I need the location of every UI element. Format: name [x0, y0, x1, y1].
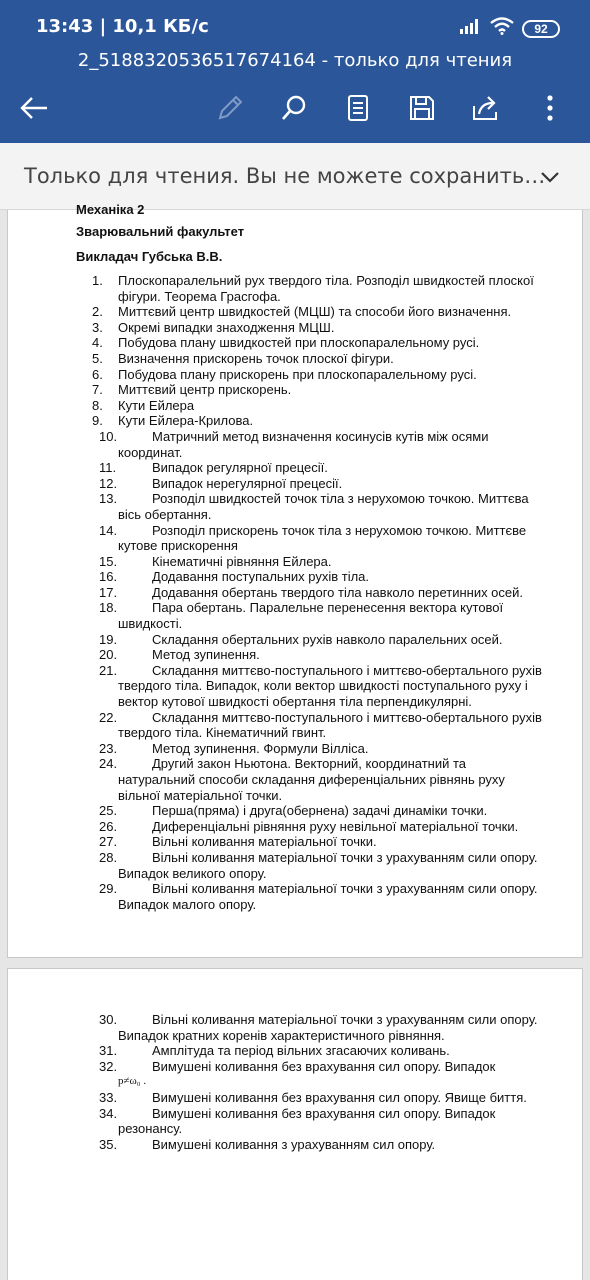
search-button[interactable]: [272, 88, 316, 128]
list-item-number: 12.: [99, 475, 118, 491]
list-item-text: Додавання обертань твердого тіла навколо перетинних осей.: [152, 584, 524, 600]
list-item: [92, 1043, 542, 1059]
question-list-page-1: [92, 273, 542, 912]
list-item-text: Випадок нерегулярної прецесії.: [152, 475, 343, 491]
list-item: [92, 632, 542, 648]
list-item-text: Плоскопаралельний рух твердого тіла. Розподіл швидкостей плоскої фігури. Теорема Грасгофа.: [118, 273, 534, 304]
list-item-text: Вільні коливання матеріальної точки з урахуванням сили опору. Випадок великого опору.: [118, 849, 538, 881]
list-item-number: 15.: [99, 553, 118, 569]
list-item-text: Вимушені коливання з урахуванням сил опору.: [152, 1136, 436, 1152]
list-item-text: Додавання поступальних рухів тіла.: [152, 569, 370, 585]
reading-view-icon: [346, 94, 370, 122]
list-item: [92, 476, 542, 492]
wifi-icon: [490, 17, 514, 40]
list-item-text: Миттєвий центр прискорень.: [118, 382, 292, 398]
list-item-text: Пара обертань. Паралельне перенесення вектора кутової швидкості.: [118, 600, 504, 632]
faculty-heading: Зварювальний факультет: [76, 224, 245, 239]
list-item-text: Миттєвий центр швидкостей (МЦШ) та способи його визначення.: [118, 304, 512, 320]
chevron-down-icon[interactable]: [536, 163, 564, 191]
list-item-number: 30.: [99, 1012, 118, 1027]
list-item: [92, 304, 542, 320]
list-item: [92, 320, 542, 336]
list-item-number: 11.: [99, 460, 117, 476]
list-item-text: Кінематичні рівняння Ейлера.: [152, 553, 332, 569]
list-item-number: 8.: [92, 397, 103, 413]
list-item-text: Перша(пряма) і друга(обернена) задачі динаміки точки.: [152, 803, 488, 819]
list-item-text: Другий закон Ньютона. Векторний, координатний та натуральний способи складання диференціальних рівнянь руху вільної матеріальної точки.: [118, 756, 505, 803]
list-item-number: 14.: [99, 522, 118, 538]
list-item: [92, 273, 542, 304]
list-item: [92, 554, 542, 570]
list-item-text: Диференціальні рівняння руху невільної матеріальної точки.: [152, 818, 519, 834]
list-item-number: 18.: [99, 600, 118, 616]
list-item: [92, 803, 542, 819]
list-item-text: Метод зупинення. Формули Вілліса.: [152, 740, 369, 756]
list-item-number: 26.: [99, 818, 118, 834]
list-item: [92, 429, 542, 460]
list-item-number: 29.: [99, 881, 118, 897]
list-item-text: Вимушені коливання без врахування сил опору. Явище биття.: [152, 1089, 527, 1105]
status-icons: [460, 17, 560, 40]
list-item: [92, 600, 542, 631]
signal-icon: [460, 18, 482, 39]
list-item-text: Випадок регулярної прецесії.: [152, 460, 328, 476]
formula-text: p≠ω₀ .: [118, 1075, 147, 1088]
list-item-text: Кути Ейлера: [118, 397, 195, 413]
list-item: [92, 756, 542, 803]
list-item: [92, 460, 542, 476]
teacher-heading: Викладач Губська В.В.: [76, 249, 223, 264]
list-item-number: 21.: [99, 662, 118, 678]
list-item-text: Окремі випадки знаходження МЦШ.: [118, 319, 335, 335]
question-list-page-2: [92, 1012, 542, 1152]
list-item: [92, 1090, 542, 1106]
list-item: [92, 523, 542, 554]
more-options-button[interactable]: [528, 88, 572, 128]
list-item: [92, 819, 542, 835]
list-item-text: Вільні коливання матеріальної точки з урахуванням сили опору. Випадок кратних коренів характеристичного рівняння.: [118, 1012, 538, 1043]
cut-off-heading: Механіка 2: [76, 202, 145, 217]
list-item-number: 2.: [92, 304, 103, 320]
pencil-icon: [216, 94, 244, 122]
status-time: 13:43 | 10,1 КБ/с: [36, 16, 209, 37]
list-item-text: Складання миттєво-поступального і миттєво-обертального рухів твердого тіла. Кінематичний гвинт.: [118, 709, 542, 741]
list-item-number: 19.: [99, 631, 118, 647]
more-options-icon: [546, 94, 554, 122]
list-item: [92, 398, 542, 414]
list-item: [92, 647, 542, 663]
list-item: [92, 881, 542, 912]
list-item-text: Складання миттєво-поступального і миттєво-обертального рухів твердого тіла. Випадок, коли вектор швидкості поступального руху і вектор кутової швидкості обертання тіла перпендикулярні.: [118, 662, 542, 710]
list-item-text: Розподіл швидкостей точок тіла з нерухомою точкою. Миттєва вісь обертання.: [118, 491, 529, 522]
list-item-text: Складання обертальних рухів навколо паралельних осей.: [152, 631, 503, 647]
list-item-number: 9.: [92, 413, 103, 429]
list-item: [92, 850, 542, 881]
list-item-text: Вимушені коливання без врахування сил опору. Випадок: [152, 1058, 496, 1074]
document-page-2: [7, 968, 583, 1280]
list-item-number: 27.: [99, 834, 118, 850]
status-bar: [0, 0, 590, 48]
list-item: [92, 834, 542, 850]
list-item: [92, 491, 542, 522]
list-item-text: Амплітуда та період вільних згасаючих коливань.: [152, 1043, 450, 1059]
list-item-number: 34.: [99, 1105, 118, 1121]
app-header: [0, 0, 590, 143]
list-item-text: Визначення прискорень точок плоскої фігури.: [118, 350, 394, 366]
list-item-number: 17.: [99, 584, 118, 600]
edit-button[interactable]: [208, 88, 252, 128]
back-button[interactable]: [12, 88, 56, 128]
list-item: [92, 351, 542, 367]
list-item-number: 28.: [99, 849, 118, 865]
list-item: [92, 382, 542, 398]
list-item-number: 16.: [99, 569, 118, 585]
list-item: [92, 335, 542, 351]
list-item-number: 22.: [99, 709, 118, 725]
list-item: [92, 367, 542, 383]
list-item: [92, 741, 542, 757]
read-only-message: Только для чтения. Вы не можете сохранить…: [24, 164, 546, 188]
save-icon: [408, 94, 436, 122]
document-page-1: [7, 202, 583, 958]
share-button[interactable]: [464, 88, 508, 128]
list-item: [92, 1137, 542, 1153]
battery-indicator: 92: [522, 20, 560, 38]
list-item-number: 31.: [99, 1043, 118, 1059]
list-item-number: 6.: [92, 366, 103, 382]
list-item-number: 4.: [92, 335, 103, 351]
list-item-number: 7.: [92, 382, 103, 398]
list-item-number: 10.: [99, 428, 118, 444]
list-item: [92, 1059, 542, 1090]
list-item-number: 5.: [92, 350, 103, 366]
list-item-number: 24.: [99, 756, 118, 772]
list-item-text: Вимушені коливання без врахування сил опору. Випадок резонансу.: [118, 1105, 496, 1137]
list-item: [92, 413, 542, 429]
list-item: [92, 710, 542, 741]
list-item-text: Метод зупинення.: [152, 647, 260, 663]
list-item-number: 13.: [99, 491, 118, 507]
list-item-text: Вільні коливання матеріальної точки.: [152, 834, 377, 850]
list-item-number: 20.: [99, 647, 118, 663]
list-item-number: 32.: [99, 1058, 118, 1074]
list-item-number: 25.: [99, 803, 118, 819]
back-arrow-icon: [19, 96, 49, 120]
list-item-text: Побудова плану прискорень при плоскопаралельному русі.: [118, 366, 477, 382]
list-item-number: 1.: [92, 273, 103, 288]
list-item-number: 35.: [99, 1136, 118, 1152]
document-title: 2_5188320536517674164 - только для чтения: [77, 50, 513, 71]
list-item-text: Кути Ейлера-Крилова.: [118, 413, 254, 429]
list-item: [92, 1106, 542, 1137]
list-item-number: 3.: [92, 319, 103, 335]
list-item: [92, 569, 542, 585]
list-item-text: Вільні коливання матеріальної точки з урахуванням сили опору. Випадок малого опору.: [118, 881, 538, 912]
list-item-text: Розподіл прискорень точок тіла з нерухомою точкою. Миттєве кутове прискорення: [118, 522, 527, 554]
search-icon: [280, 94, 308, 122]
share-icon: [471, 94, 501, 122]
list-item-number: 33.: [99, 1089, 118, 1105]
list-item-number: 23.: [99, 740, 118, 756]
list-item: [92, 663, 542, 710]
read-only-banner[interactable]: [0, 143, 590, 210]
list-item-text: Побудова плану швидкостей при плоскопаралельному русі.: [118, 335, 480, 351]
list-item: [92, 585, 542, 601]
reading-view-button[interactable]: [336, 88, 380, 128]
list-item: [92, 1012, 542, 1043]
list-item-text: Матричний метод визначення косинусів кутів між осями координат.: [118, 428, 489, 460]
save-button[interactable]: [400, 88, 444, 128]
